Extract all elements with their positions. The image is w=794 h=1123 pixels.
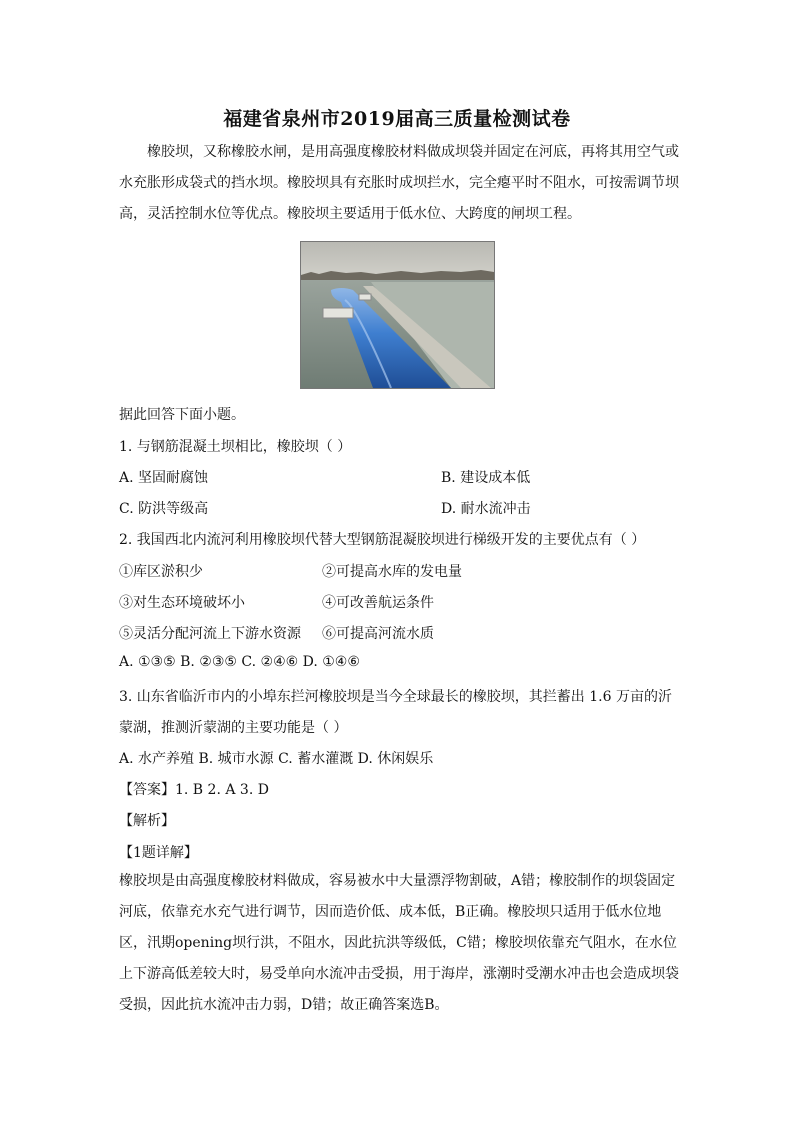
q2-item-5: ⑤灵活分配河流上下游水资源 [119, 626, 301, 642]
detail-heading: 【1题详解】 [119, 845, 198, 861]
answer-line: 【答案】1. B 2. A 3. D [119, 782, 269, 798]
q1-option-d: D. 耐水流冲击 [441, 501, 531, 517]
page-title: 福建省泉州市2019届高三质量检测试卷 [223, 108, 571, 130]
prompt-text: 据此回答下面小题。 [119, 407, 245, 423]
q3-choices: A. 水产养殖 B. 城市水源 C. 蓄水灌溉 D. 休闲娱乐 [119, 751, 434, 767]
q2-item-1: ①库区淤积少 [119, 564, 203, 580]
q2-choices: A. ①③⑤ B. ②③⑤ C. ②④⑥ D. ①④⑥ [119, 654, 360, 670]
rubber-dam-photo [300, 241, 495, 389]
q1-option-c: C. 防洪等级高 [119, 501, 209, 517]
q2-item-2: ②可提高水库的发电量 [322, 564, 462, 580]
q2-stem: 2. 我国西北内流河利用橡胶坝代替大型钢筋混凝胶坝进行梯级开发的主要优点有（ ） [119, 532, 646, 548]
q3-stem-line2: 蒙湖，推测沂蒙湖的主要功能是（ ） [119, 720, 348, 736]
detail-paragraph: 橡胶坝是由高强度橡胶材料做成，容易被水中大量漂浮物割破，A错；橡胶制作的坝袋固定河底，依靠充水充气进行调节，因而造价低、成本低，B正确。橡胶坝只适用于低水位地区，汛期opening坝行洪，不阻水，因此抗洪等级低，C错；橡胶坝依靠充气阻水，在水位上下游高低差较大时，易受单向水流冲击受损，用于海岸，涨潮时受潮水冲击也会造成坝袋受损，因此抗水流冲击力弱，D错；故正确答案选B。 [119, 873, 679, 1013]
q2-item-4: ④可改善航运条件 [322, 595, 434, 611]
q2-item-3: ③对生态环境破坏小 [119, 595, 245, 611]
q2-item-6: ⑥可提高河流水质 [322, 626, 434, 642]
q1-option-b: B. 建设成本低 [441, 470, 531, 486]
analysis-heading: 【解析】 [119, 813, 175, 829]
q1-option-a: A. 坚固耐腐蚀 [119, 470, 209, 486]
rubber-dam-illustration [301, 242, 494, 388]
q1-stem: 1. 与钢筋混凝土坝相比，橡胶坝（ ） [119, 439, 352, 455]
intro-paragraph: 橡胶坝，又称橡胶水闸，是用高强度橡胶材料做成坝袋并固定在河底，再将其用空气或水充胀形成袋式的挡水坝。橡胶坝具有充胀时成坝拦水，完全瘪平时不阻水，可按需调节坝高，灵活控制水位等优点。橡胶坝主要适用于低水位、大跨度的闸坝工程。 [119, 144, 679, 222]
q3-stem-line1: 3. 山东省临沂市内的小埠东拦河橡胶坝是当今全球最长的橡胶坝，其拦蓄出 1.6 万亩的沂 [119, 689, 672, 705]
